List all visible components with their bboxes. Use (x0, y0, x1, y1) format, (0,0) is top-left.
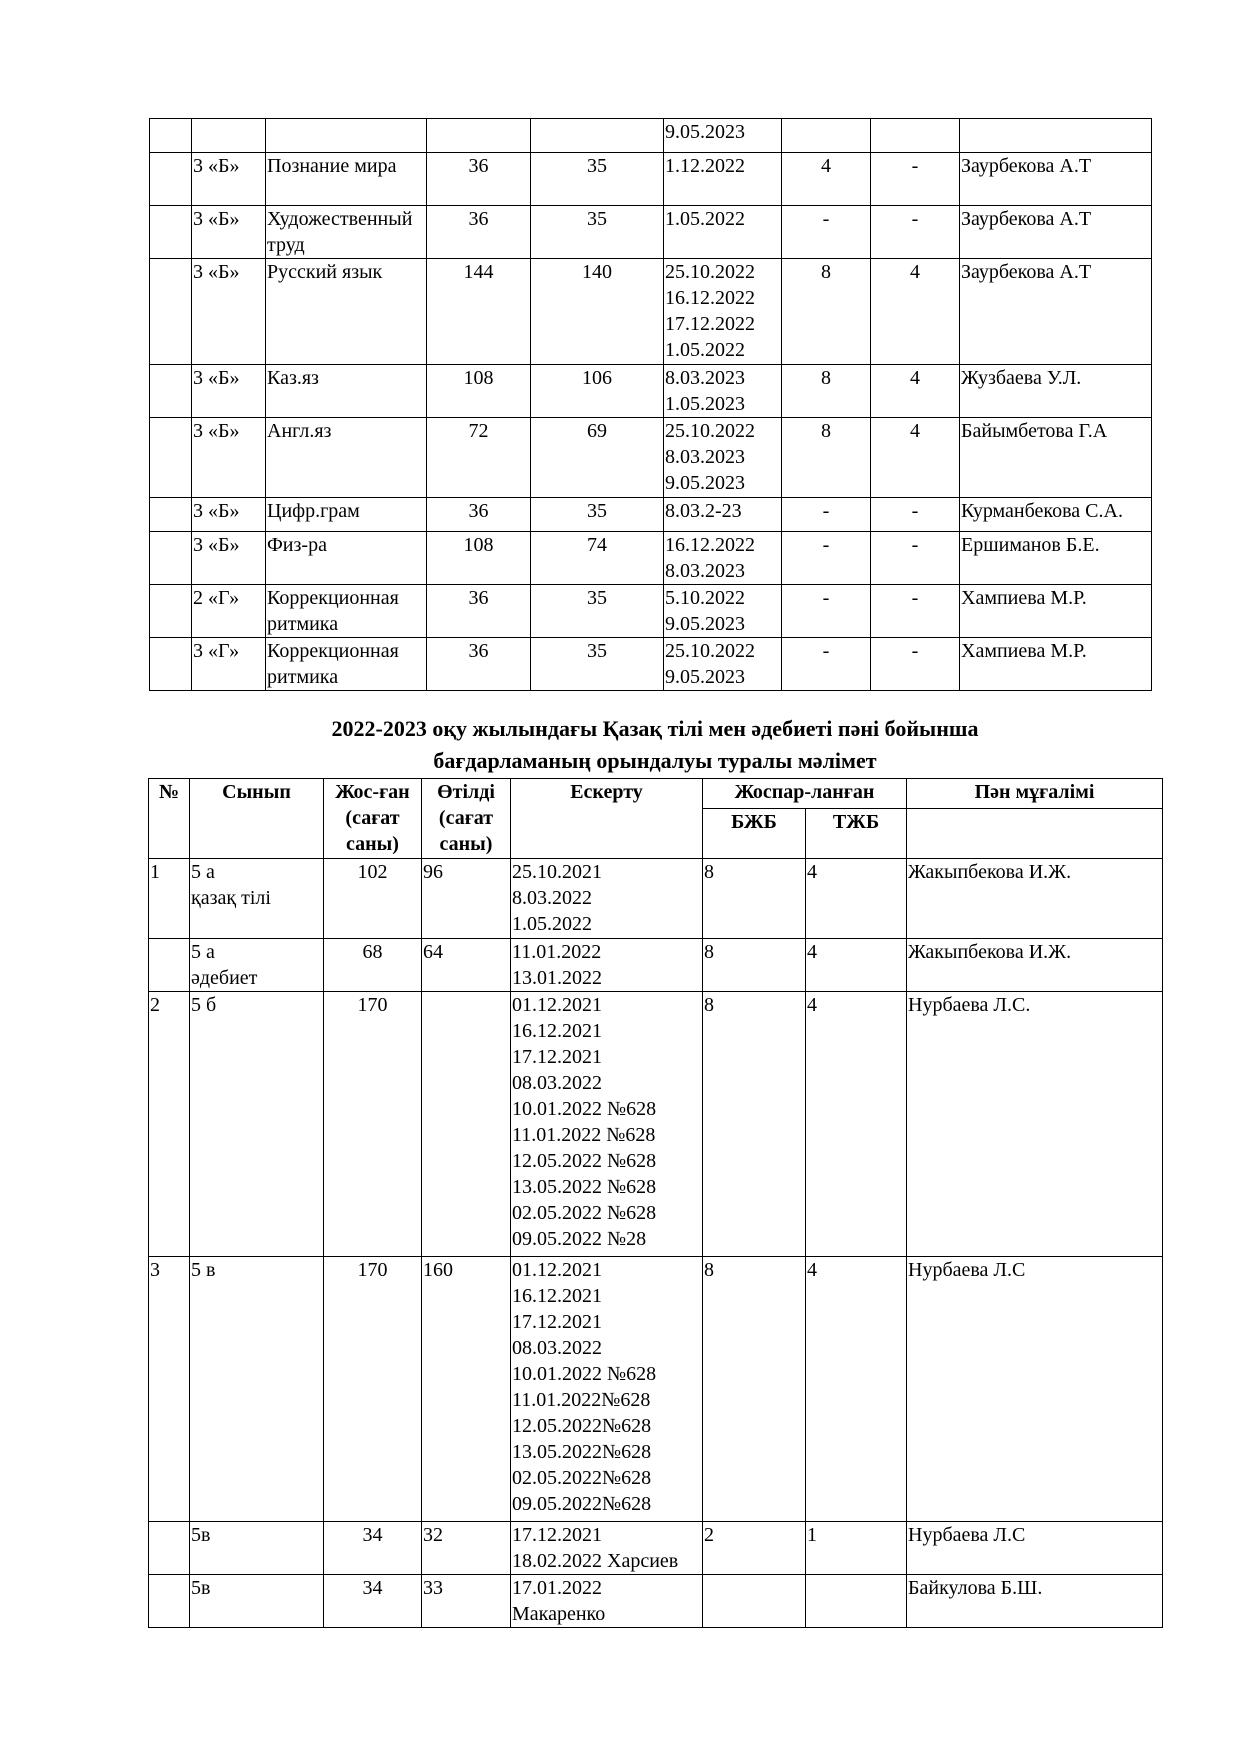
table-cell: - (871, 585, 960, 638)
table-cell: 160 (422, 1257, 511, 1522)
table-cell: Каз.яз (266, 365, 427, 418)
header-planned-hours: Жос-ған (сағат саны) (324, 779, 422, 859)
table-cell (150, 365, 192, 418)
header-teacher: Пән мұғалімі (907, 779, 1163, 809)
table-cell: 4 (782, 153, 871, 206)
table-cell: 69 (531, 418, 664, 498)
table-cell: 1 (806, 1522, 907, 1575)
header-number: № (149, 779, 190, 859)
table-cell: 1.05.2022 (664, 206, 782, 259)
table-cell (960, 119, 1152, 153)
table-cell: 25.10.2021 8.03.2022 1.05.2022 (511, 859, 703, 939)
table-cell: Байкулова Б.Ш. (907, 1575, 1163, 1628)
table-cell: 5 в (190, 1257, 324, 1522)
table-row (149, 859, 1163, 939)
table-row (150, 259, 1152, 365)
table-cell: 8 (782, 418, 871, 498)
table-cell: 74 (531, 532, 664, 585)
table-cell: 96 (422, 859, 511, 939)
section-title-line-1: 2022-2023 оқу жылындағы Қазақ тілі мен әдебиеті пәні бойынша (331, 716, 979, 741)
table-cell: 3 «Б» (192, 153, 266, 206)
table-row (149, 939, 1163, 992)
table-cell: Познание мира (266, 153, 427, 206)
table-cell: 3 «Б» (192, 418, 266, 498)
table-cell: 140 (531, 259, 664, 365)
table-cell (150, 153, 192, 206)
table-cell (150, 206, 192, 259)
table-cell: 8.03.2023 1.05.2023 (664, 365, 782, 418)
table-cell: 16.12.2022 8.03.2023 (664, 532, 782, 585)
table-cell (150, 498, 192, 532)
table-cell: 8 (782, 365, 871, 418)
table-cell: 36 (427, 498, 531, 532)
table-cell (266, 119, 427, 153)
table-cell: 35 (531, 153, 664, 206)
table-cell: Русский язык (266, 259, 427, 365)
table-cell (150, 418, 192, 498)
table-cell: 2 «Г» (192, 585, 266, 638)
table-cell: 5в (190, 1575, 324, 1628)
table-cell: Коррекционная ритмика (266, 638, 427, 691)
table-cell: - (782, 206, 871, 259)
table-cell (871, 119, 960, 153)
table-cell: - (782, 585, 871, 638)
kazakh-program-table (148, 778, 1163, 1628)
table-cell: Физ-ра (266, 532, 427, 585)
table-cell: 35 (531, 638, 664, 691)
table-cell: 25.10.2022 16.12.2022 17.12.2022 1.05.2022 (664, 259, 782, 365)
table-cell: 64 (422, 939, 511, 992)
header-planned-group: Жоспар-ланған (703, 779, 907, 809)
table-cell: 3 «Б» (192, 498, 266, 532)
table-cell: - (871, 153, 960, 206)
table-row (150, 153, 1152, 206)
table-row (150, 418, 1152, 498)
table-cell: 3 «Б» (192, 532, 266, 585)
table-cell: 170 (324, 992, 422, 1257)
table-cell: 8 (703, 939, 806, 992)
table-cell: Нурбаева Л.С. (907, 992, 1163, 1257)
table-cell (149, 1575, 190, 1628)
table-cell: 32 (422, 1522, 511, 1575)
table-cell: 8 (782, 259, 871, 365)
table-cell (149, 1522, 190, 1575)
table-cell: 2 (703, 1522, 806, 1575)
table-cell: - (782, 638, 871, 691)
table-cell: Курманбекова С.А. (960, 498, 1152, 532)
table-cell: 3 «Б» (192, 365, 266, 418)
table-cell: 36 (427, 153, 531, 206)
table-cell: 4 (871, 418, 960, 498)
table-cell (192, 119, 266, 153)
table-cell: 5 б (190, 992, 324, 1257)
table-cell: 36 (427, 638, 531, 691)
table-cell: 8 (703, 859, 806, 939)
table-cell (150, 259, 192, 365)
table-cell: 4 (871, 365, 960, 418)
table-cell (150, 638, 192, 691)
table-cell: 72 (427, 418, 531, 498)
table-cell: 01.12.2021 16.12.2021 17.12.2021 08.03.2022 10.01.2022 №628 11.01.2022 №628 12.05.2022 №628 13.05.2022 №628 02.05.2022 №628 09.05.2022 №28 (511, 992, 703, 1257)
table-cell: 68 (324, 939, 422, 992)
table-cell: 4 (806, 1257, 907, 1522)
table-cell (149, 939, 190, 992)
table-cell (150, 585, 192, 638)
table-cell: 34 (324, 1575, 422, 1628)
table-cell (531, 119, 664, 153)
table-cell (427, 119, 531, 153)
table-row (150, 585, 1152, 638)
table-cell (703, 1575, 806, 1628)
table-row (149, 1522, 1163, 1575)
table-cell: 34 (324, 1522, 422, 1575)
table-cell: Заурбекова А.Т (960, 259, 1152, 365)
table-cell: 4 (806, 939, 907, 992)
table-cell: 4 (806, 859, 907, 939)
table-cell: Заурбекова А.Т (960, 206, 1152, 259)
table-row (149, 1257, 1163, 1522)
table-cell: 3 «Б» (192, 206, 266, 259)
table-cell: Жакыпбекова И.Ж. (907, 939, 1163, 992)
table-cell: Цифр.грам (266, 498, 427, 532)
table-cell: 108 (427, 365, 531, 418)
table-cell: 3 «Б» (192, 259, 266, 365)
table-cell (806, 1575, 907, 1628)
header-teacher-empty (907, 809, 1163, 859)
table-cell: 4 (871, 259, 960, 365)
header-taught-hours: Өтілді (сағат саны) (422, 779, 511, 859)
table-cell: 1 (149, 859, 190, 939)
table-cell (150, 119, 192, 153)
table-row (150, 638, 1152, 691)
header-note: Ескерту (511, 779, 703, 859)
header-tjb: ТЖБ (806, 809, 907, 859)
table-cell: Жакыпбекова И.Ж. (907, 859, 1163, 939)
table-cell: 33 (422, 1575, 511, 1628)
table-cell: 8 (703, 1257, 806, 1522)
table-cell: Хампиева М.Р. (960, 638, 1152, 691)
table-cell: 35 (531, 585, 664, 638)
table-cell: Хампиева М.Р. (960, 585, 1152, 638)
table-cell: 1.12.2022 (664, 153, 782, 206)
table-cell: 36 (427, 206, 531, 259)
table-cell: 108 (427, 532, 531, 585)
table-cell: 5 а қазақ тілі (190, 859, 324, 939)
table-cell: - (871, 206, 960, 259)
table-row (149, 992, 1163, 1257)
table-cell: Художественный труд (266, 206, 427, 259)
table-cell: 3 «Г» (192, 638, 266, 691)
table-cell: 11.01.2022 13.01.2022 (511, 939, 703, 992)
table-cell: 106 (531, 365, 664, 418)
table-cell (782, 119, 871, 153)
table-cell: 5в (190, 1522, 324, 1575)
table-cell: 8 (703, 992, 806, 1257)
table-cell: 3 (149, 1257, 190, 1522)
table-row (150, 206, 1152, 259)
table-cell: 144 (427, 259, 531, 365)
table-cell: - (782, 498, 871, 532)
table-cell: 5.10.2022 9.05.2023 (664, 585, 782, 638)
table-cell: 2 (149, 992, 190, 1257)
header-class: Сынып (190, 779, 324, 859)
table-cell: 17.12.2021 18.02.2022 Харсиев (511, 1522, 703, 1575)
table-row (150, 119, 1152, 153)
table-cell: 102 (324, 859, 422, 939)
table-cell: Ершиманов Б.Е. (960, 532, 1152, 585)
table-cell: 8.03.2-23 (664, 498, 782, 532)
table-cell (422, 992, 511, 1257)
table-cell: Нурбаева Л.С (907, 1522, 1163, 1575)
table-row (149, 1575, 1163, 1628)
table-cell: Жузбаева У.Л. (960, 365, 1152, 418)
table-cell: - (871, 532, 960, 585)
table-cell: 5 а әдебиет (190, 939, 324, 992)
header-bjb: БЖБ (703, 809, 806, 859)
table-cell (150, 532, 192, 585)
table-cell: Заурбекова А.Т (960, 153, 1152, 206)
table-cell: 25.10.2022 8.03.2023 9.05.2023 (664, 418, 782, 498)
table-cell: 9.05.2023 (664, 119, 782, 153)
section-title-line-2: бағдарламаның орындалуы туралы мәлімет (433, 748, 877, 773)
table-cell: Нурбаева Л.С (907, 1257, 1163, 1522)
subject-hours-table-continued (149, 118, 1152, 691)
table-cell: 35 (531, 206, 664, 259)
table-cell: - (871, 638, 960, 691)
table-cell: - (782, 532, 871, 585)
table-cell: Коррекционная ритмика (266, 585, 427, 638)
table-cell: 4 (806, 992, 907, 1257)
table-row (150, 365, 1152, 418)
table-cell: 25.10.2022 9.05.2023 (664, 638, 782, 691)
table-row (150, 498, 1152, 532)
table-cell: 170 (324, 1257, 422, 1522)
table-cell: 36 (427, 585, 531, 638)
table-cell: 35 (531, 498, 664, 532)
table-cell: Байымбетова Г.А (960, 418, 1152, 498)
table-cell: - (871, 498, 960, 532)
table-cell: 01.12.2021 16.12.2021 17.12.2021 08.03.2022 10.01.2022 №628 11.01.2022№628 12.05.2022№628 13.05.2022№628 02.05.2022№628 09.05.2022№628 (511, 1257, 703, 1522)
table-row (150, 532, 1152, 585)
table-cell: Англ.яз (266, 418, 427, 498)
table-cell: 17.01.2022 Макаренко (511, 1575, 703, 1628)
